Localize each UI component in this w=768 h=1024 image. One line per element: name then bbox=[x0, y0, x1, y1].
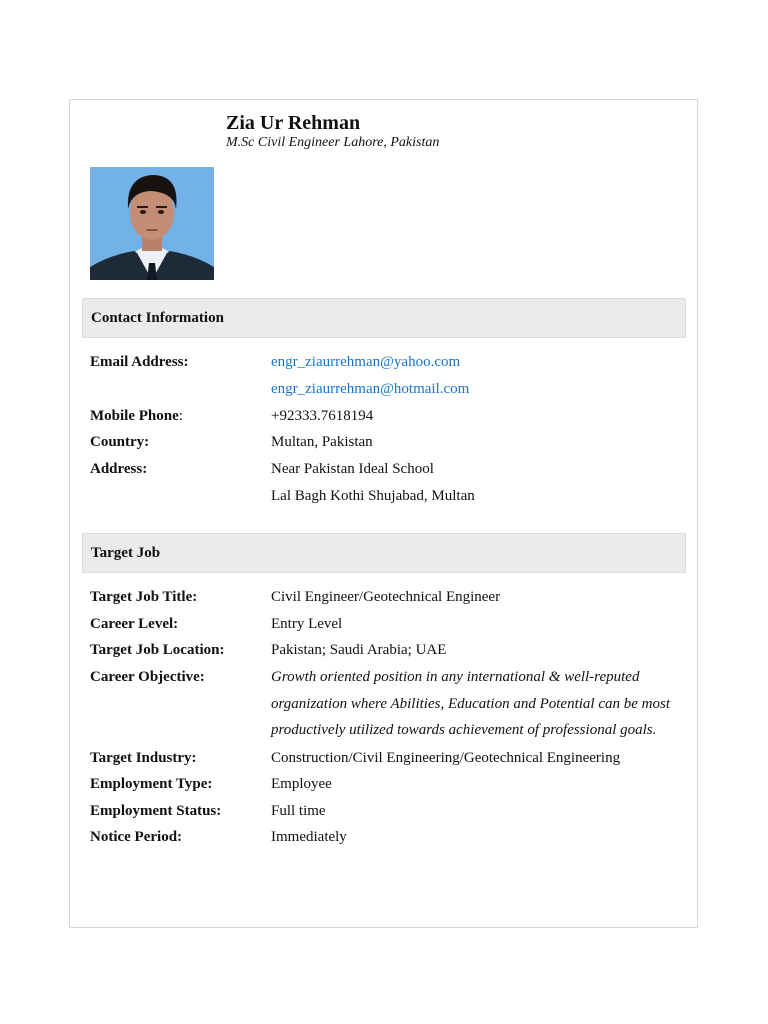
career-objective-label: Career Objective: bbox=[90, 669, 205, 685]
target-location-label: Target Job Location: bbox=[90, 642, 225, 658]
notice-period-value: Immediately bbox=[271, 829, 347, 845]
address-label: Address: bbox=[90, 461, 148, 477]
employment-status-label: Employment Status: bbox=[90, 803, 222, 819]
employment-status-value: Full time bbox=[271, 803, 326, 819]
career-objective-line-1: Growth oriented position in any international & well-reputed bbox=[271, 669, 640, 685]
notice-period-label: Notice Period: bbox=[90, 829, 183, 845]
career-objective-line-2: organization where Abilities, Education and Potential can be most bbox=[271, 695, 670, 712]
career-objective-line-3: productively utilized towards achievement of professional goals. bbox=[271, 722, 657, 739]
candidate-name: Zia Ur Rehman bbox=[226, 112, 361, 134]
candidate-subtitle: M.Sc Civil Engineer Lahore, Pakistan bbox=[226, 135, 440, 150]
address-line-1: Near Pakistan Ideal School bbox=[271, 461, 434, 477]
email-link-hotmail[interactable]: engr_ziaurrehman@hotmail.com bbox=[271, 380, 470, 397]
section-header-target-job: Target Job bbox=[82, 533, 686, 573]
country-label: Country: bbox=[90, 434, 150, 450]
target-industry-value: Construction/Civil Engineering/Geotechnical Engineering bbox=[271, 750, 621, 766]
phone-value: +92333.7618194 bbox=[271, 408, 374, 424]
profile-photo bbox=[90, 167, 214, 280]
target-industry-label: Target Industry: bbox=[90, 750, 197, 766]
email-link-yahoo[interactable]: engr_ziaurrehman@yahoo.com bbox=[271, 354, 461, 370]
target-title-value: Civil Engineer/Geotechnical Engineer bbox=[271, 589, 501, 605]
employment-type-label: Employment Type: bbox=[90, 776, 213, 792]
section-header-contact: Contact Information bbox=[82, 298, 686, 338]
career-level-value: Entry Level bbox=[271, 616, 343, 632]
career-level-label: Career Level: bbox=[90, 616, 179, 632]
email-label: Email Address: bbox=[90, 354, 189, 370]
country-value: Multan, Pakistan bbox=[271, 434, 373, 450]
target-location-value: Pakistan; Saudi Arabia; UAE bbox=[271, 642, 447, 658]
phone-label-colon: : bbox=[178, 408, 183, 424]
address-line-2: Lal Bagh Kothi Shujabad, Multan bbox=[271, 487, 475, 504]
phone-label bbox=[90, 403, 270, 430]
target-title-label: Target Job Title: bbox=[90, 589, 198, 605]
employment-type-value: Employee bbox=[271, 776, 332, 792]
phone-label-text: Mobile Phone bbox=[90, 408, 179, 424]
resume-card bbox=[69, 99, 698, 928]
